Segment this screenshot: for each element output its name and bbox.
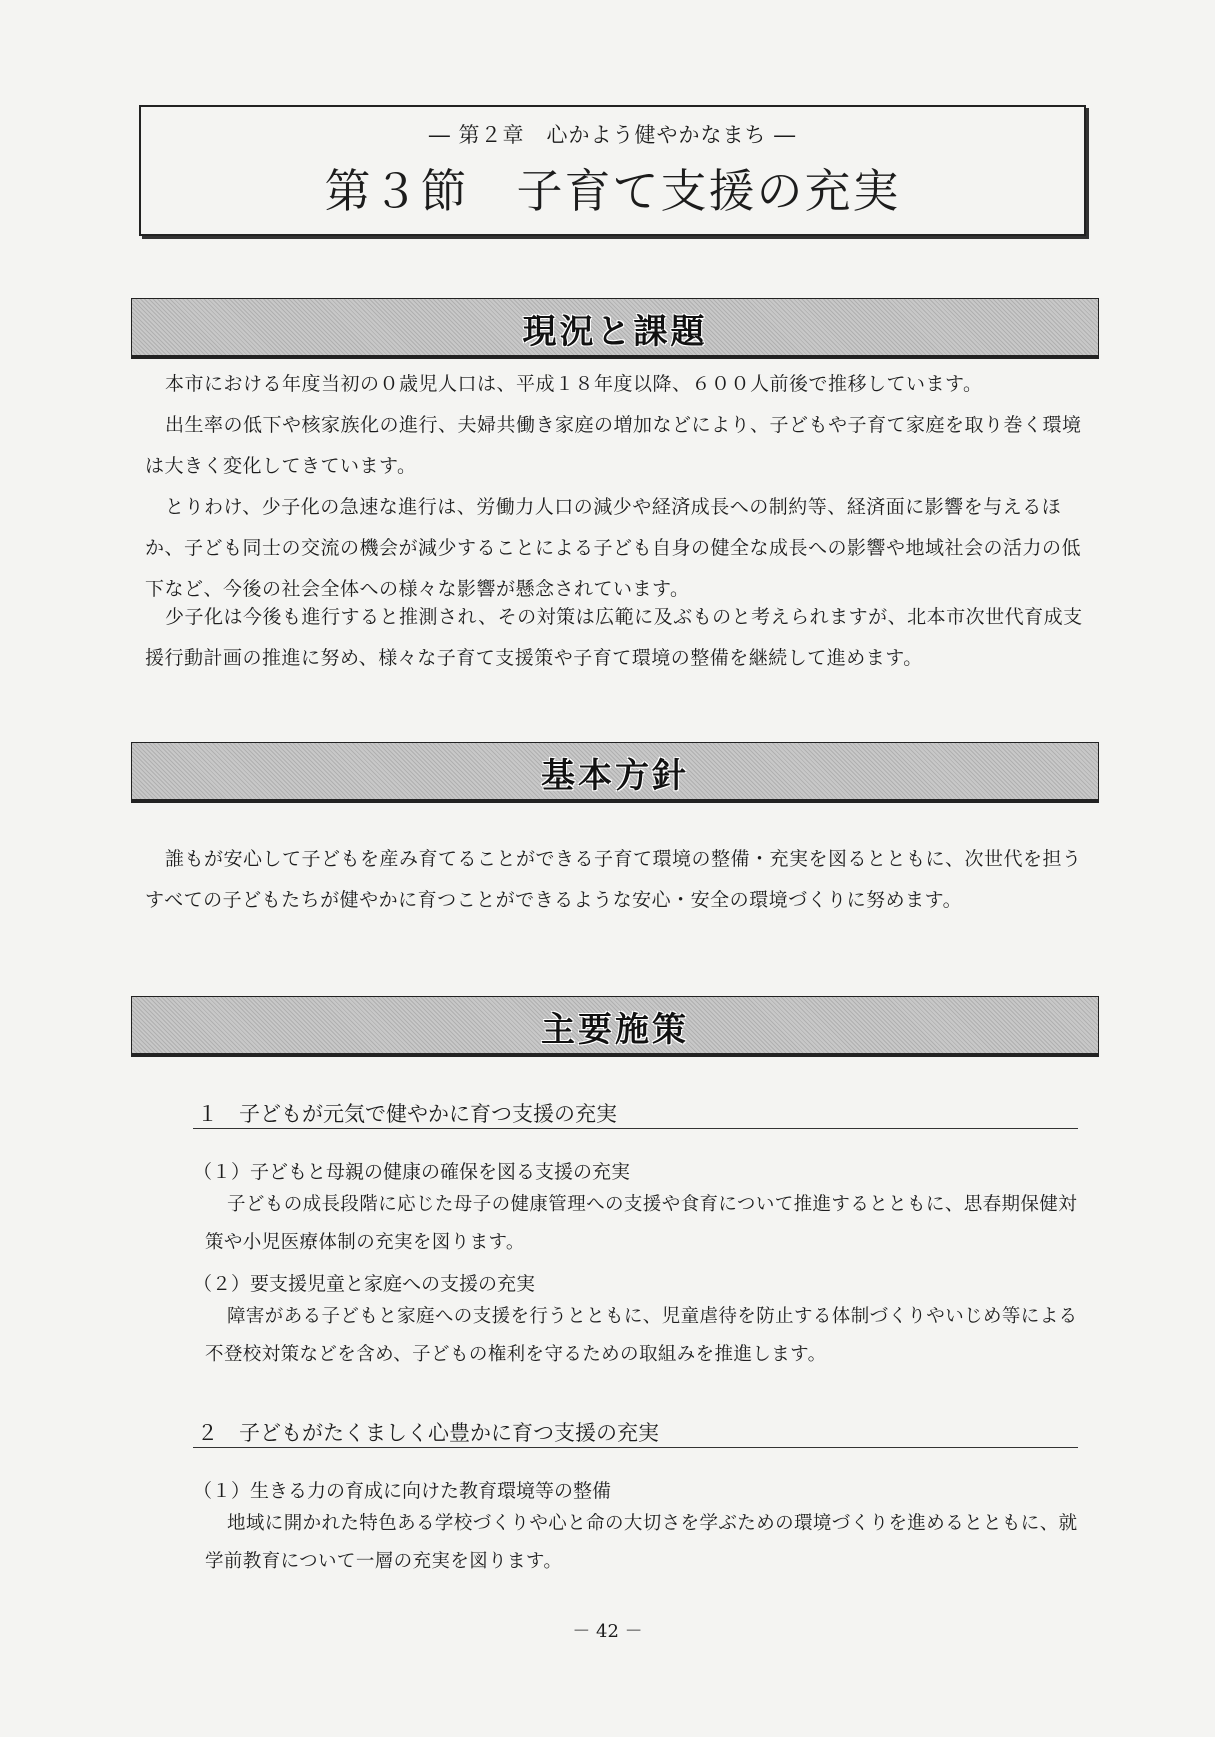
measure-1-sub-2-title: （２）要支援児童と家庭への支援の充実: [193, 1273, 536, 1295]
measure-2-sub-1-text: 地域に開かれた特色ある学校づくりや心と命の大切さを学ぶための環境づくりを進めるとともに、就学前教育について一層の充実を図ります。: [205, 1513, 1078, 1572]
current-paragraph-2: 出生率の低下や核家族化の進行、夫婦共働き家庭の増加などにより、子どもや子育て家庭を取り巻く環境は大きく変化してきています。: [145, 414, 1082, 477]
policy-paragraph: 誰もが安心して子どもを産み育てることができる子育て環境の整備・充実を図るとともに、次世代を担うすべての子どもたちが健やかに育つことができるような安心・安全の環境づくりに努めます。: [145, 848, 1082, 911]
page-number: － 42 －: [572, 1621, 643, 1642]
measure-1-sub-1-title: （１）子どもと母親の健康の確保を図る支援の充実: [193, 1161, 631, 1183]
section-title-box: [139, 105, 1086, 236]
heading-policy: 基本方針: [541, 756, 689, 796]
current-paragraph-3: とりわけ、少子化の急速な進行は、労働力人口の減少や経済成長への制約等、経済面に影響を与えるほか、子ども同士の交流の機会が減少することによる子ども自身の健全な成長への影響や地域社会の活力の低下など、今後の社会全体への様々な影響が懸念されています。: [145, 496, 1082, 600]
measure-1-title: [193, 1098, 1078, 1129]
heading-band-current: [131, 298, 1099, 356]
measure-2-sub-1-title: （１）生きる力の育成に向けた教育環境等の整備: [193, 1480, 612, 1502]
measure-2-title: [193, 1417, 1078, 1448]
current-paragraph-4: 少子化は今後も進行すると推測され、その対策は広範に及ぶものと考えられますが、北本市次世代育成支援行動計画の推進に努め、様々な子育て支援策や子育て環境の整備を継続して進めます。: [145, 606, 1083, 669]
current-paragraph-1: 本市における年度当初の０歳児人口は、平成１８年度以降、６００人前後で推移しています。: [165, 373, 983, 395]
heading-current: 現況と課題: [522, 312, 708, 352]
measure-1-sub-2-text: 障害がある子どもと家庭への支援を行うとともに、児童虐待を防止する体制づくりやいじめ等による不登校対策などを含め、子どもの権利を守るための取組みを推進します。: [205, 1306, 1078, 1365]
heading-band-measures: [131, 996, 1099, 1054]
heading-band-policy: [131, 742, 1099, 800]
chapter-label: ― 第２章 心かよう健やかなまち ―: [428, 123, 797, 147]
measure-1-title-text: １ 子どもが元気で健やかに育つ支援の充実: [197, 1102, 617, 1126]
measure-1-sub-1-text: 子どもの成長段階に応じた母子の健康管理への支援や食育について推進するとともに、思春期保健対策や小児医療体制の充実を図ります。: [205, 1194, 1078, 1253]
measure-2-title-text: ２ 子どもがたくましく心豊かに育つ支援の充実: [197, 1421, 659, 1445]
heading-measures: 主要施策: [541, 1010, 689, 1050]
page-title: 第３節 子育て支援の充実: [324, 164, 901, 218]
